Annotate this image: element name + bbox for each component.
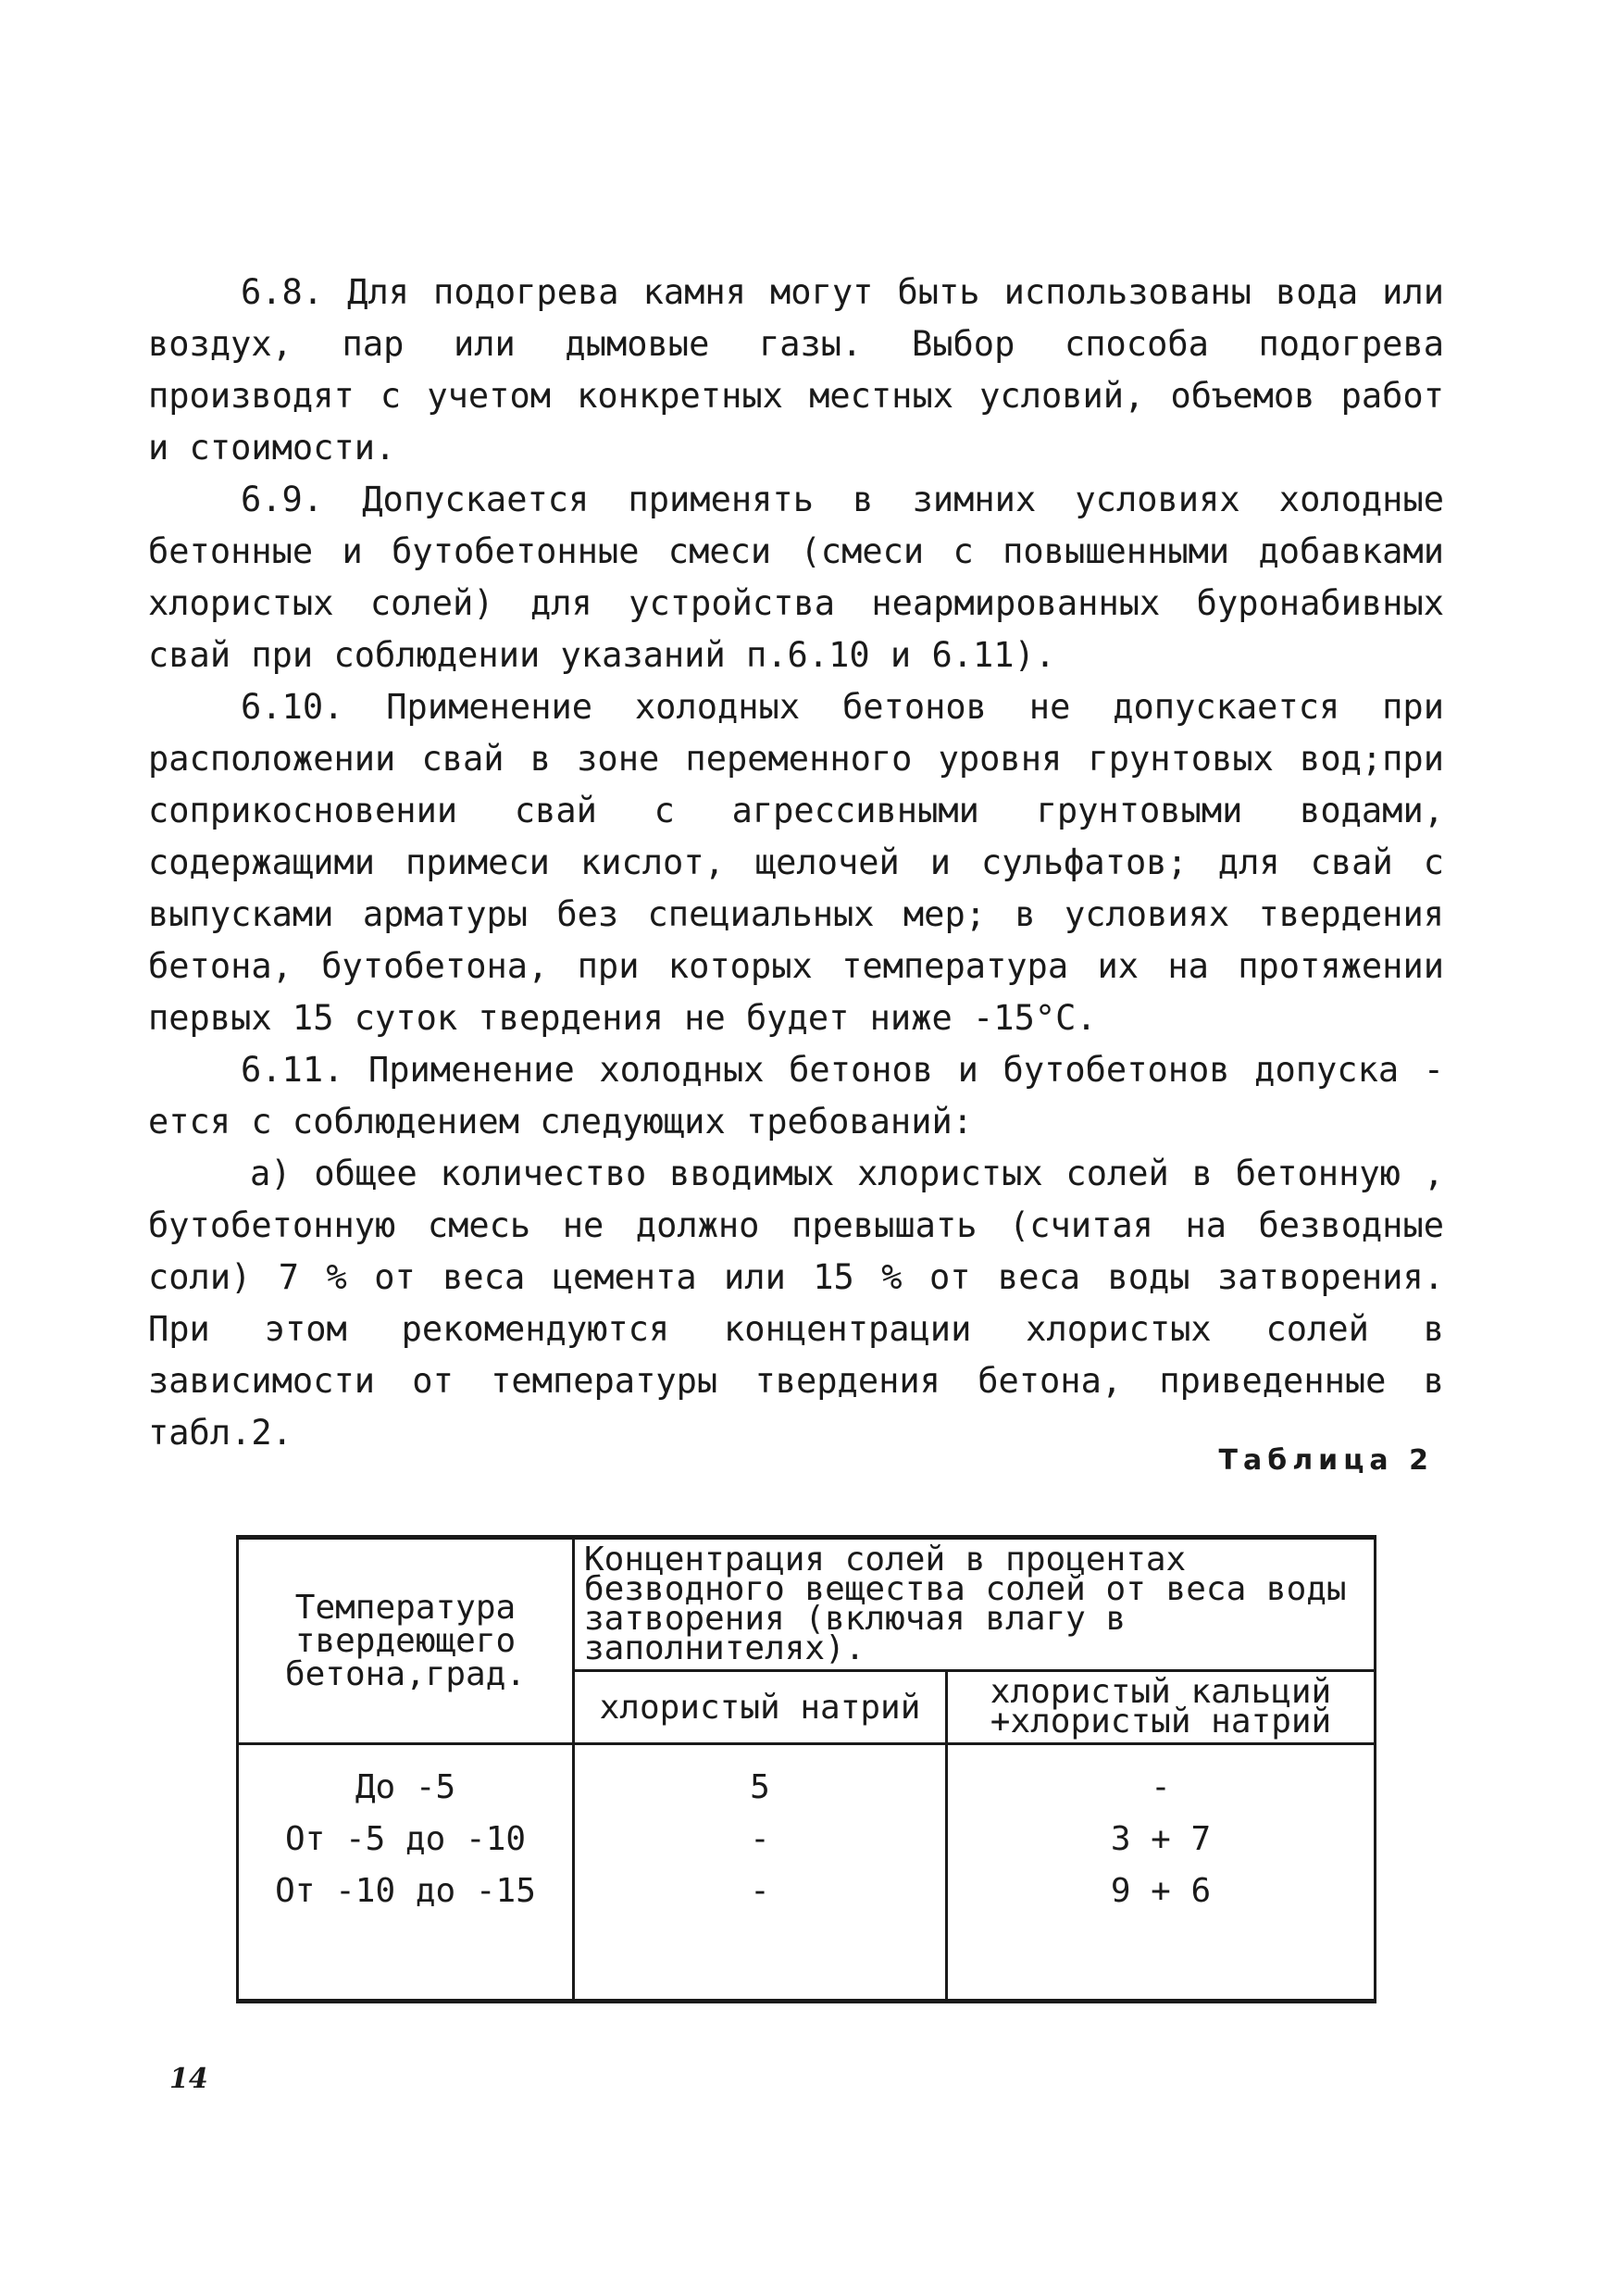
header-concentration: Концентрация солей в процентах безводного вещества солей от веса воды затворения (включая влагу в заполнителях).: [574, 1538, 1376, 1671]
sodium-value: 5: [750, 1768, 770, 1806]
paragraph-6-9: 6.9. Допускается применять в зимних условиях холодные бетонные и бутобетонные смеси (смеси с повышенными добавками хлористых солей) для устройства неармированных буронабивных свай при соблюдении указаний п.6.10 и 6.11).: [148, 480, 1444, 675]
temp-value: До -5: [355, 1768, 456, 1806]
sodium-value: -: [750, 1872, 770, 1910]
temperature-column: [238, 1744, 574, 2002]
salt-concentration-table: [236, 1535, 1376, 2003]
table-data-row: [238, 1744, 1376, 2002]
table-header-row: [238, 1538, 1376, 1671]
temp-value: От -5 до -10: [284, 1820, 527, 1858]
sodium-column: [574, 1744, 947, 2002]
temp-value: От -10 до -15: [275, 1872, 536, 1910]
paragraph-6-8: 6.8. Для подогрева камня могут быть использованы вода или воздух, пар или дымовые газы. Выбор способа подогрева производят с учетом конкретных местных условий, объемов работ и стоимости.: [148, 272, 1444, 468]
mix-value: -: [1151, 1768, 1171, 1806]
body-text: [148, 267, 1444, 1459]
paragraph-6-11-a: а) общее количество вводимых хлористых солей в бетонную , бутобетонную смесь не должно превышать (считая на безводные соли) 7 % от веса цемента или 15 % от веса воды затворения. При этом рекомендуются концентрации хлористых солей в зависимости от температуры твердения бетона, приведенные в табл.2.: [148, 1154, 1444, 1453]
sodium-value: -: [750, 1820, 770, 1858]
table-caption: Таблица 2: [1218, 1444, 1434, 1477]
mix-value: 3 + 7: [1110, 1820, 1212, 1858]
page-number: 14: [169, 2063, 208, 2095]
paragraph-6-11: 6.11. Применение холодных бетонов и бутобетонов допуска - ется с соблюдением следующих требований:: [148, 1050, 1444, 1142]
header-calcium-sodium-chloride: хлористый кальций +хлористый натрий: [947, 1671, 1376, 1744]
header-sodium-chloride: хлористый натрий: [574, 1671, 947, 1744]
mix-column: [947, 1744, 1376, 2002]
mix-value: 9 + 6: [1110, 1872, 1212, 1910]
header-temperature: Температура твердеющего бетона,град.: [238, 1538, 574, 1744]
paragraph-6-10: 6.10. Применение холодных бетонов не допускается при расположении свай в зоне переменного уровня грунтовых вод;при соприкосновении свай с агрессивными грунтовыми водами, содержащими примеси кислот, щелочей и сульфатов; для свай с выпусками арматуры без специальных мер; в условиях твердения бетона, бутобетона, при которых температура их на протяжении первых 15 суток твердения не будет ниже -15°С.: [148, 687, 1444, 1038]
table-container: [236, 1535, 1376, 2003]
